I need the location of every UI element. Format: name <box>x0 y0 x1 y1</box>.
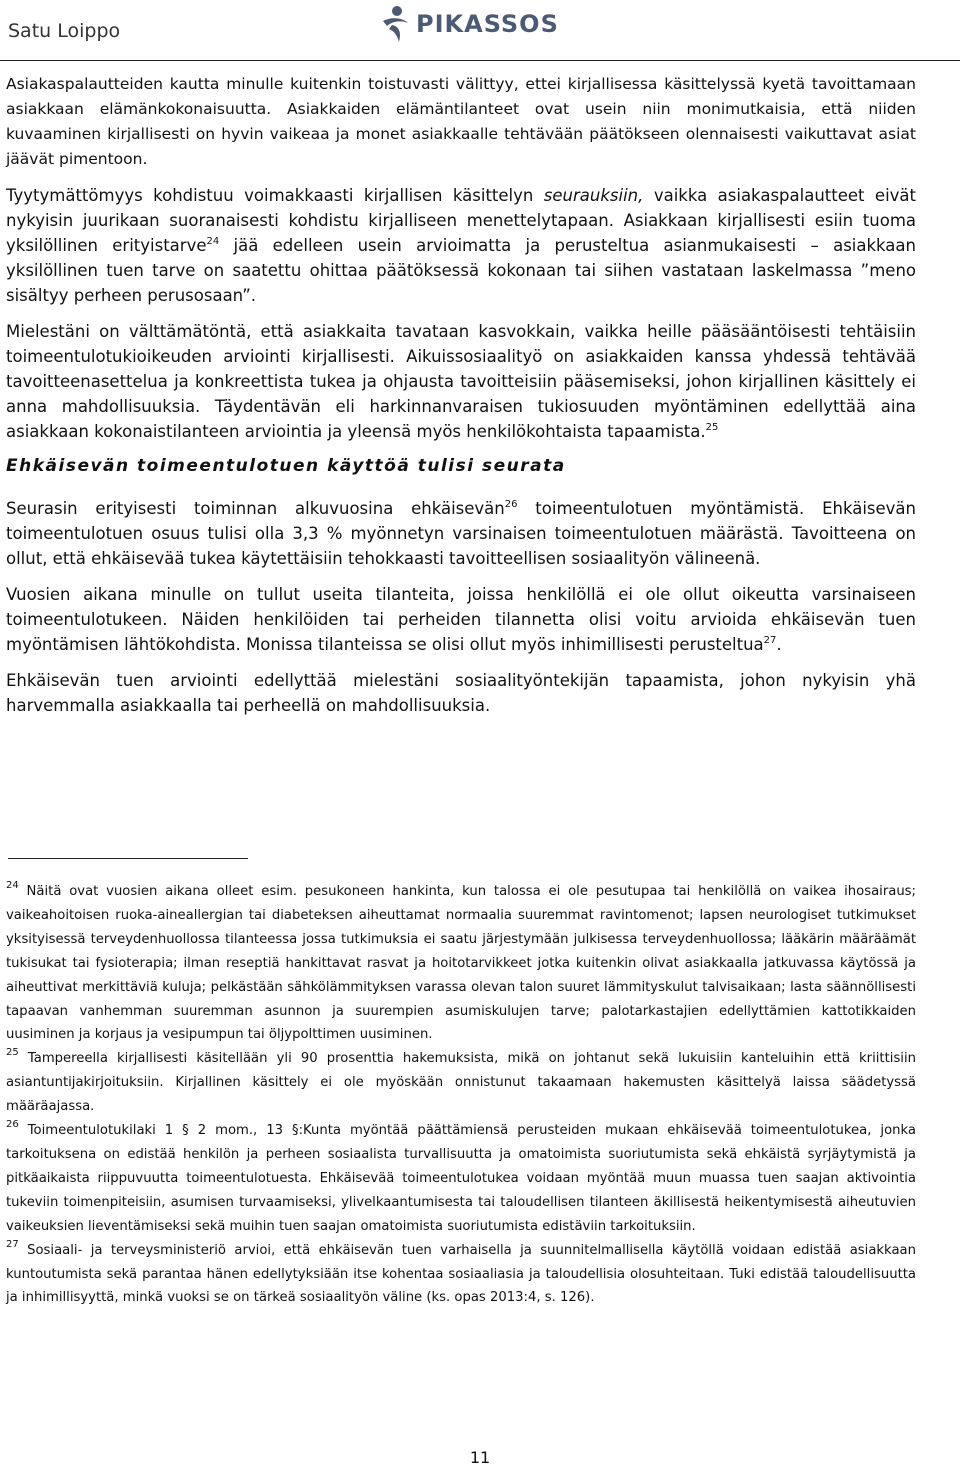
footnote-number: 25 <box>6 1047 19 1059</box>
footnote-24 <box>6 880 916 1047</box>
footnote-text: Näitä ovat vuosien aikana olleet esim. pesukoneen hankinta, kun talossa ei ole pesutupaa tai henkilöllä on vaikea ihosairaus; vaikeahoitoisen ruoka-aineallergian tai diabeteksen aiheuttamat normaalia suuremmat ravintomenot; lapsen neurologiset tutkimukset yksityisessä terveydenhuollossa tilanteessa jossa tutkimuksia ei saatu järjestymään julkisessa terveydenhuollossa; lääkärin määräämät tukisukat tai fysioterapia; ilman reseptiä hankittavat rasvat ja hoitotarvikkeet jotka kuitenkin olivat asiakkaalla jatkuvassa käytössä ja aiheuttivat merkittäviä kuluja; pelkästään sähkölämmityksen varassa olevan talon suuret lämmityskulut talvisaikaan; lasta säännöllisesti tapaavan vanhemman suuremman asunnon ja suurempien asumiskulujen tarve; palotarkastajien edellyttämien kattotikkaiden uusiminen ja korjaus ja vesipumpun tai öljypolttimen uusiminen. <box>6 884 916 1043</box>
paragraph-5 <box>6 582 916 657</box>
author-name: Satu Loippo <box>8 20 121 42</box>
footnote-divider <box>8 858 248 859</box>
paragraph-6: Ehkäisevän tuen arviointi edellyttää mielestäni sosiaalityöntekijän tapaamista, johon nykyisin yhä harvemmalla asiakkaalla tai perheellä on mahdollisuuksia. <box>6 671 916 715</box>
footnote-text: Sosiaali- ja terveysministeriö arvioi, että ehkäisevän tuen varhaisella ja suunnitelmallisella käytöllä voidaan edistää asiakkaan kuntoutumista sekä parantaa hänen edellytyksiään itse kohentaa sosiaaliasia ja taloudellisia olosuhteitaan. Tuki edistää taloudellisuutta ja inhimillisyyttä, minkä vuoksi se on tärkeä sosiaalityön väline (ks. opas 2013:4, s. 126). <box>6 1242 916 1306</box>
footnote-text: Toimeentulotukilaki 1 § 2 mom., 13 §:Kunta myöntää päättämiensä perusteiden mukaan ehkäisevää toimeentulotukea, jonka tarkoituksena on edistää henkilön ja perheen sosiaalista turvallisuutta ja omatoimista suoriutumista sekä ehkäistä syrjäytymistä ja pitkäaikaista riippuvuutta toimeentulotuesta. Ehkäisevää toimeentulotukea voidaan myöntää muun muassa tuen saajan aktivointia tukeviin toimenpiteisiin, asumisen turvaamiseksi, ylivelkaantumisesta tai taloudellisen tilanteen äkillisestä heikentymisestä aiheutuvien vaikeuksien lieventämiseksi sekä muihin tuen saajan omatoimista suoriutumista edistäviin tarkoituksiin. <box>6 1123 916 1234</box>
logo-text: PIKASSOS <box>416 10 559 38</box>
footnote-27 <box>6 1239 916 1311</box>
page-number: 11 <box>469 1448 491 1467</box>
page-header <box>0 0 960 62</box>
paragraph-4-text-a: Seurasin erityisesti toiminnan alkuvuosina ehkäisevän <box>6 499 505 518</box>
header-divider <box>0 60 960 61</box>
paragraph-5-text-a: Vuosien aikana minulle on tullut useita tilanteita, joissa henkilöllä ei ole ollut oikeutta varsinaiseen toimeentulotukeen. Näiden henkilöiden tai perheiden tilannetta olisi voitu arvioida ehkäisevän tuen myöntämisen lähtökohdista. Monissa tilanteissa se olisi ollut myös inhimillisesti perusteltua <box>6 585 916 654</box>
footnote-ref-24[interactable]: 24 <box>206 236 220 247</box>
paragraph-4 <box>6 496 916 571</box>
main-content <box>6 72 916 729</box>
paragraph-2-emphasis: seurauksiin, <box>543 186 644 205</box>
pikassos-logo-icon <box>380 4 410 44</box>
footnote-number: 24 <box>6 880 19 891</box>
footnotes <box>6 880 916 1310</box>
section-heading: Ehkäisevän toimeentulotuen käyttöä tulisi seurata <box>6 456 566 476</box>
footnote-25 <box>6 1047 916 1119</box>
paragraph-1: Asiakaspalautteiden kautta minulle kuitenkin toistuvasti välittyy, ettei kirjallisessa käsittelyssä kyetä tavoittamaan asiakkaan elämänkokonaisuutta. Asiakkaiden elämäntilanteet ovat usein niin monimutkaisia, että niiden kuvaaminen kirjallisesti on hyvin vaikeaa ja monet asiakkaalle tehtävään päätökseen olennaisesti vaikuttavat asiat jäävät pimentoon. <box>6 75 916 168</box>
paragraph-3-text: Mielestäni on välttämätöntä, että asiakkaita tavataan kasvokkain, vaikka heille pääsääntöisesti tehtäisiin toimeentulotukioikeuden arviointi kirjallisesti. Aikuissosiaalityö on asiakkaiden kanssa yhdessä tehtävää tavoitteenasettelua ja konkreettista tukea ja ohjausta tavoitteisiin pääsemiseksi, johon kirjallinen käsittely ei anna mahdollisuuksia. Täydentävän eli harkinnanvaraisen tukiosuuden myöntäminen edellyttää aina asiakkaan kokonaistilanteen arviointia ja yleensä myös henkilökohtaista tapaamista. <box>6 322 916 441</box>
paragraph-2 <box>6 183 916 308</box>
paragraph-2-text-a: Tyytymättömyys kohdistuu voimakkaasti kirjallisen käsittelyn <box>6 186 544 205</box>
footnote-text: Tampereella kirjallisesti käsitellään yli 90 prosenttia hakemuksista, mikä on johtanut sekä lukuisiin kanteluihin että kriittisiin asiantuntijakirjoituksiin. Kirjallinen käsittely ei ole myöskään onnistunut takaamaan hakemusten käsittelyä laissa säädetyssä määräajassa. <box>6 1051 916 1115</box>
paragraph-5-text-b: . <box>776 635 782 654</box>
paragraph-3 <box>6 319 916 444</box>
paragraph-2-text-c: jää edelleen usein arvioimatta ja perusteltua asianmukaisesti – asiakkaan yksilöllinen tuen tarve on saatettu ohittaa päätöksessä kokonaan tai siihen vastataan laskelmassa ”meno sisältyy perheen perusosaan”. <box>6 236 916 305</box>
footnote-number: 26 <box>6 1119 19 1131</box>
footnote-ref-25[interactable]: 25 <box>705 422 719 433</box>
footnote-number: 27 <box>6 1238 19 1250</box>
footnote-ref-26[interactable]: 26 <box>504 499 518 510</box>
pikassos-logo <box>380 2 559 46</box>
paragraph-2-text-b: vaikka asiakaspalautteet eivät nykyisin juurikaan suoranaisesti kohdistu kirjalliseen menettelytapaan. Asiakkaan kirjallisesti esiin tuoma yksilöllinen erityistarve <box>6 186 917 255</box>
footnote-26 <box>6 1119 916 1239</box>
paragraph-4-text-b: toimeentulotuen myöntämistä. Ehkäisevän toimeentulotuen osuus tulisi olla 3,3 % myönnetyn varsinaisen toimeentulotuen määrästä. Tavoitteena on ollut, että ehkäisevää tukea käytettäisiin tehokkaasti tavoitteellisen sosiaalityön välineenä. <box>6 499 916 568</box>
footnote-ref-27[interactable]: 27 <box>763 635 777 646</box>
